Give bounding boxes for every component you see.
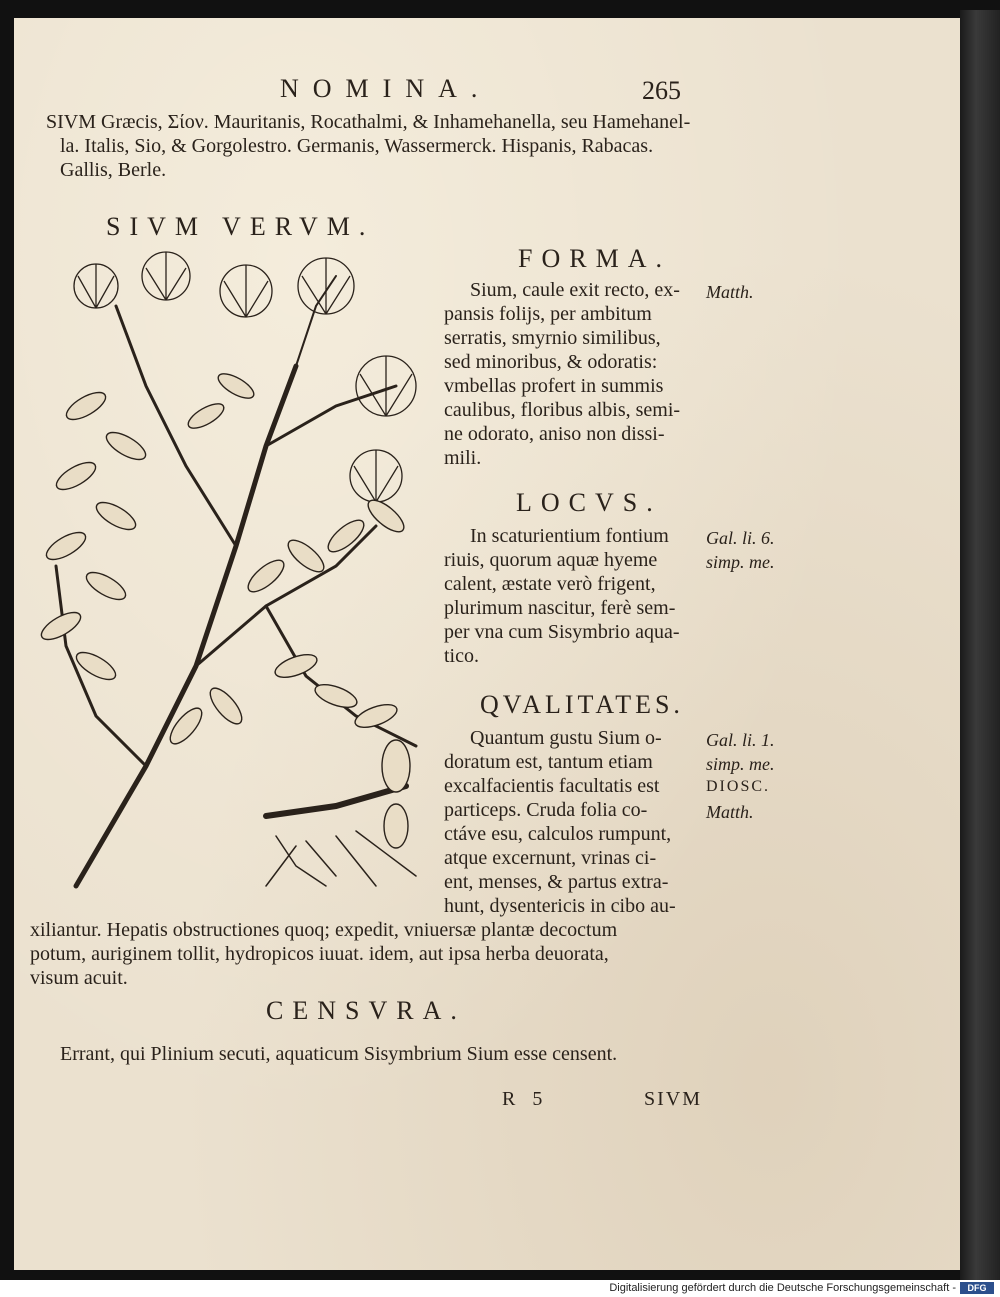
forma-line: pansis folijs, per ambitum xyxy=(444,303,652,325)
digitization-footer xyxy=(0,1280,1000,1297)
qualitates-full-line: potum, auriginem tollit, hydropicos iuuat. idem, aut ipsa herba deuorata, xyxy=(30,943,609,965)
book-page xyxy=(14,18,960,1270)
plant-woodcut-illustration xyxy=(36,246,436,906)
running-title: NOMINA. xyxy=(280,74,492,103)
forma-line: caulibus, floribus albis, semi- xyxy=(444,399,681,421)
section-heading-forma: FORMA. xyxy=(518,244,671,273)
scan-edge-strip xyxy=(960,10,1000,1280)
qualitates-line: hunt, dysentericis in cibo au- xyxy=(444,895,676,917)
signature-mark: R 5 xyxy=(502,1088,549,1110)
forma-line: Sium, caule exit recto, ex- xyxy=(470,279,680,301)
forma-line: mili. xyxy=(444,447,482,469)
qualitates-line: Quantum gustu Sium o- xyxy=(470,727,662,749)
nomina-line-1: SIVM Græcis, Σίον. Mauritanis, Rocathalmi, & Inhamehanella, seu Hamehanel- xyxy=(46,111,691,133)
margin-note: Matth. xyxy=(706,282,754,302)
qualitates-line: excalfacientis facultatis est xyxy=(444,775,660,797)
digitization-credit: Digitalisierung gefördert durch die Deutsche Forschungsgemeinschaft - xyxy=(609,1282,956,1294)
margin-note: simp. me. xyxy=(706,754,775,774)
qualitates-line: atque excernunt, vrinas ci- xyxy=(444,847,657,869)
nomina-line-2: la. Italis, Sio, & Gorgolestro. Germanis, Wassermerck. Hispanis, Rabacas. xyxy=(60,135,654,157)
section-heading-qualitates: QVALITATES. xyxy=(480,690,684,719)
section-heading-locus: LOCVS. xyxy=(516,488,662,517)
forma-line: sed minoribus, & odoratis: xyxy=(444,351,658,373)
qualitates-line: particeps. Cruda folia co- xyxy=(444,799,648,821)
locus-line: riuis, quorum aquæ hyeme xyxy=(444,549,658,571)
qualitates-line: ent, menses, & partus extra- xyxy=(444,871,669,893)
qualitates-line: ctáve esu, calculos rumpunt, xyxy=(444,823,672,845)
dfg-logo: DFG xyxy=(960,1282,994,1294)
catchword: SIVM xyxy=(644,1088,703,1110)
page-number: 265 xyxy=(642,76,681,105)
censura-line: Errant, qui Plinium secuti, aquaticum Sisymbrium Sium esse censent. xyxy=(60,1043,618,1065)
margin-note: Gal. li. 6. xyxy=(706,528,775,548)
qualitates-line: doratum est, tantum etiam xyxy=(444,751,653,773)
qualitates-full-line: visum acuit. xyxy=(30,967,128,989)
forma-line: ne odorato, aniso non dissi- xyxy=(444,423,665,445)
margin-note: Matth. xyxy=(706,802,754,822)
locus-line: calent, æstate verò frigent, xyxy=(444,573,656,595)
locus-line: plurimum nascitur, ferè sem- xyxy=(444,597,676,619)
section-heading-censura: CENSVRA. xyxy=(266,996,466,1025)
forma-line: vmbellas profert in summis xyxy=(444,375,664,397)
locus-line: per vna cum Sisymbrio aqua- xyxy=(444,621,680,643)
figure-caption: SIVM VERVM. xyxy=(106,212,375,241)
margin-note: DIOSC. xyxy=(706,778,771,795)
nomina-line-3: Gallis, Berle. xyxy=(60,159,167,181)
qualitates-full-line: xiliantur. Hepatis obstructiones quoq; expedit, vniuersæ plantæ decoctum xyxy=(30,919,618,941)
forma-line: serratis, smyrnio similibus, xyxy=(444,327,661,349)
margin-note: simp. me. xyxy=(706,552,775,572)
margin-note: Gal. li. 1. xyxy=(706,730,775,750)
locus-line: In scaturientium fontium xyxy=(470,525,669,547)
locus-line: tico. xyxy=(444,645,479,667)
